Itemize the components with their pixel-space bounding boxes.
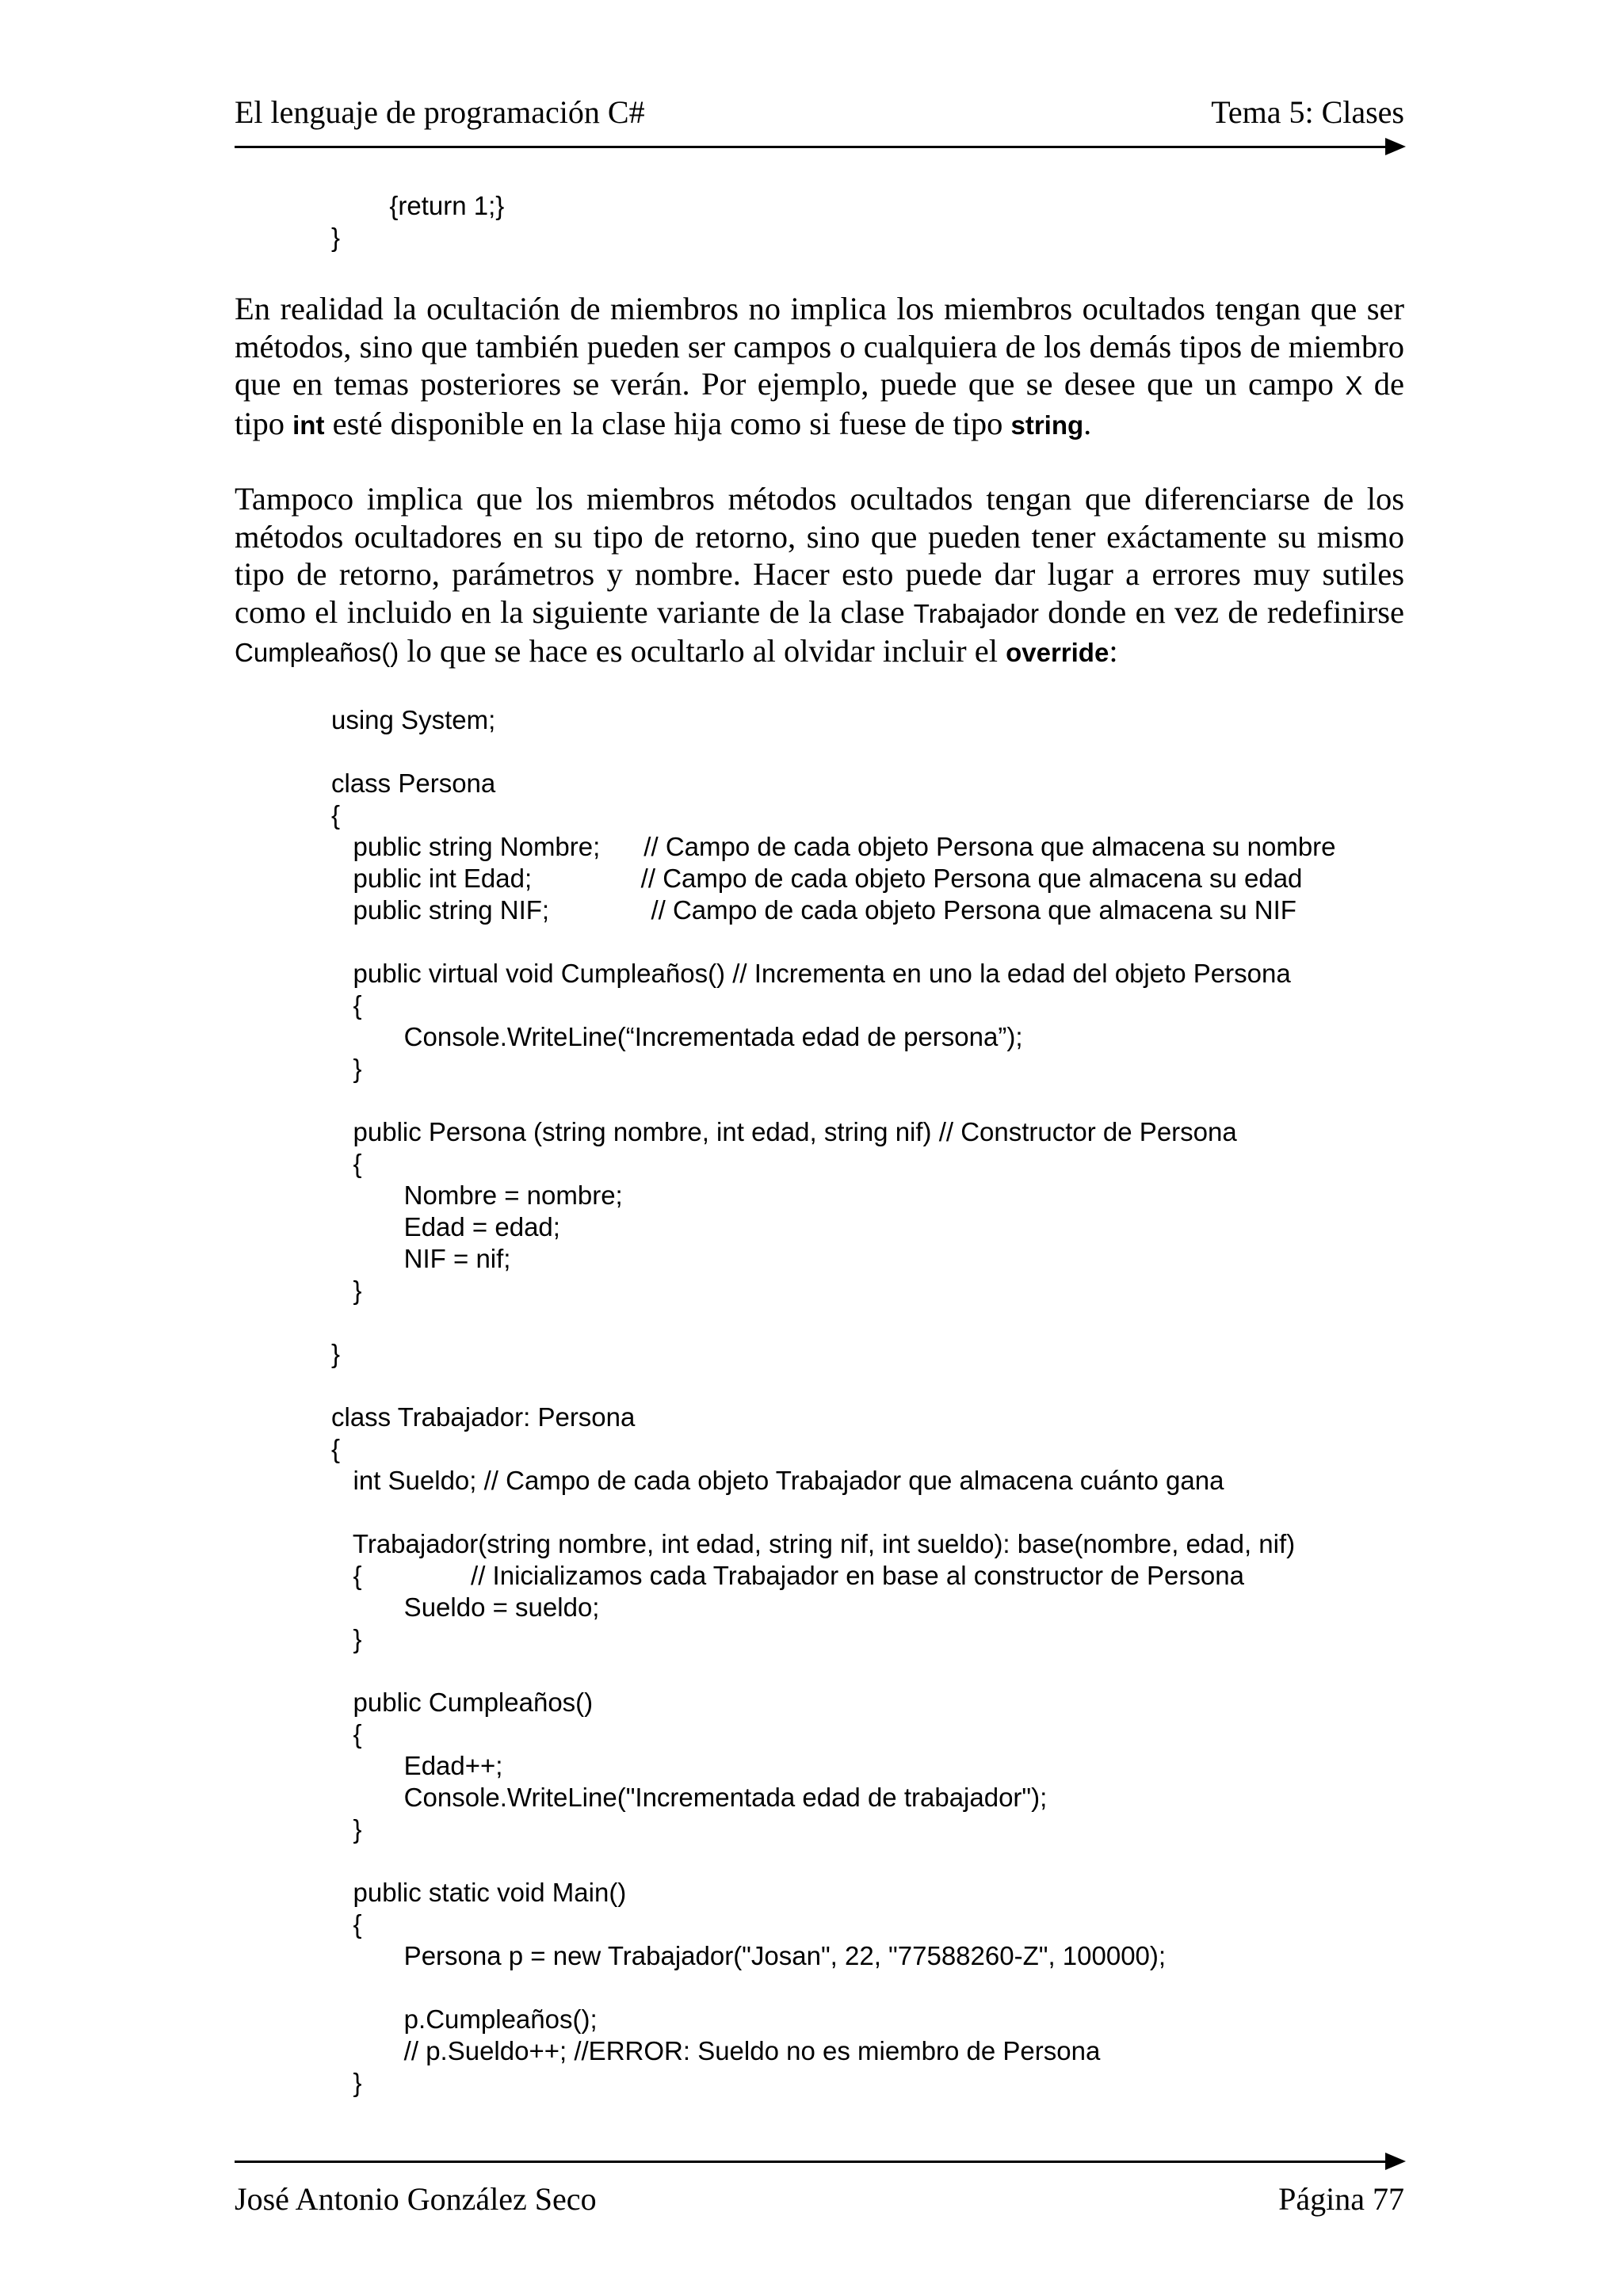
footer-author: José Antonio González Seco: [235, 2181, 597, 2217]
header-arrow-icon: [1385, 138, 1406, 155]
header-chapter: Tema 5: Clases: [1211, 94, 1404, 130]
keyword-override: override: [1006, 638, 1109, 667]
code-listing: using System; class Persona { public string Nombre; // Campo de cada objeto Persona que almacena su nombre public int Edad; // Campo de cada objeto Persona que almacena su edad public string NIF; // Campo de cada objeto Persona que almacena su NIF public virtual void Cumpleaños() // Incrementa en uno la edad del objeto Persona { Console.WriteLine(“Incrementada edad de persona”); } public Persona (string nombre, int edad, string nif) // Constructor de Persona { Nombre = nombre; Edad = edad; NIF = nif; } } class Trabajador: Persona { int Sueldo; // Campo de cada objeto Trabajador que almacena cuánto gana Trabajador(string nombre, int edad, string nif, int sueldo): base(nombre, edad, nif) { // Inicializamos cada Trabajador en base al constructor de Persona Sueldo = sueldo; } public Cumpleaños() { Edad++; Console.WriteLine("Incrementada edad de trabajador"); } public static void Main() { Persona p = new Trabajador("Josan", 22, "77588260-Z", 100000); p.Cumpleaños(); // p.Sueldo++; //ERROR: Sueldo no es miembro de Persona }: [331, 705, 1336, 2097]
footer-rule: [235, 2161, 1392, 2163]
inline-code-cumpleanos: Cumpleaños(): [235, 638, 399, 667]
code-fragment-top: {return 1;} }: [331, 191, 505, 252]
page-header: [235, 93, 1404, 131]
footer-arrow-icon: [1385, 2153, 1406, 2170]
inline-code-trabajador: Trabajador: [913, 598, 1040, 628]
inline-code-x: X: [1345, 371, 1363, 400]
header-book-title: El lenguaje de programación C#: [235, 94, 645, 130]
keyword-string: string: [1010, 410, 1084, 440]
paragraph-return-types: Tampoco implica que los miembros métodos ocultados tengan que diferenciarse de los métodos ocultadores en su tipo de retorno, sino que pueden tener exáctamente su mismo tipo de retorno, parámetros y nombre. Hacer esto puede dar lugar a errores muy sutiles como el incluido en la siguiente variante de la clase Trabajador donde en vez de redefinirse Cumpleaños() lo que se hace es ocultarlo al olvidar incluir el override:: [235, 481, 1404, 669]
footer-page-number: Página 77: [1278, 2181, 1404, 2217]
header-rule: [235, 146, 1392, 148]
page-footer: [235, 2180, 1404, 2218]
paragraph-hiding-members: En realidad la ocultación de miembros no implica los miembros ocultados tengan que ser métodos, sino que también pueden ser campos o cualquiera de los demás tipos de miembro que en temas posteriores se verán. Por ejemplo, puede que se desee que un campo X de tipo int esté disponible en la clase hija como si fuese de tipo string.: [235, 291, 1404, 441]
keyword-int: int: [292, 410, 325, 440]
